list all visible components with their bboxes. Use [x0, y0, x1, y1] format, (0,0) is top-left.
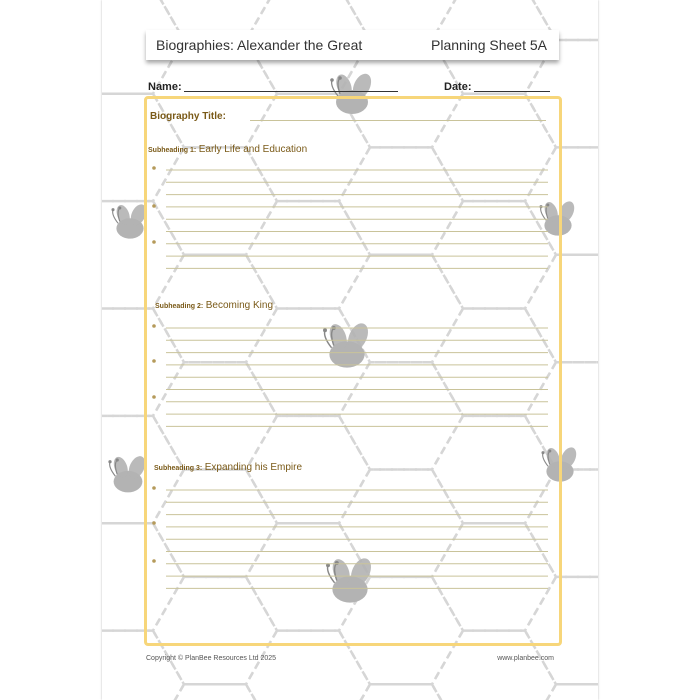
- subheading-2-prefix: Subheading 2:: [155, 303, 204, 310]
- worksheet-title: Biographies: Alexander the Great: [156, 37, 363, 53]
- bullet-point: [152, 486, 156, 490]
- copyright-text: Copyright © PlanBee Resources Ltd 2025: [146, 655, 277, 662]
- bullet-point: [152, 240, 156, 244]
- biography-title-label: Biography Title:: [150, 111, 226, 122]
- writing-lines: [102, 0, 598, 700]
- bullet-point: [152, 166, 156, 170]
- subheading-2-title: Becoming King: [205, 300, 274, 311]
- website-text: www.planbee.com: [497, 655, 554, 662]
- name-label: Name:: [148, 81, 182, 93]
- bullet-point: [152, 204, 156, 208]
- subheading-1-title: Early Life and Education: [198, 144, 308, 155]
- bullet-point: [152, 521, 156, 525]
- bullet-point: [152, 359, 156, 363]
- date-label: Date:: [444, 81, 472, 93]
- subheading-3-title: Expanding his Empire: [204, 462, 303, 473]
- subheading-1-prefix: Subheading 1:: [148, 147, 197, 154]
- planning-sheet-label: Planning Sheet 5A: [431, 37, 547, 53]
- bullet-point: [152, 324, 156, 328]
- worksheet-page: [102, 0, 598, 700]
- bullet-point: [152, 559, 156, 563]
- subheading-3-prefix: Subheading 3:: [154, 465, 203, 472]
- bullet-point: [152, 395, 156, 399]
